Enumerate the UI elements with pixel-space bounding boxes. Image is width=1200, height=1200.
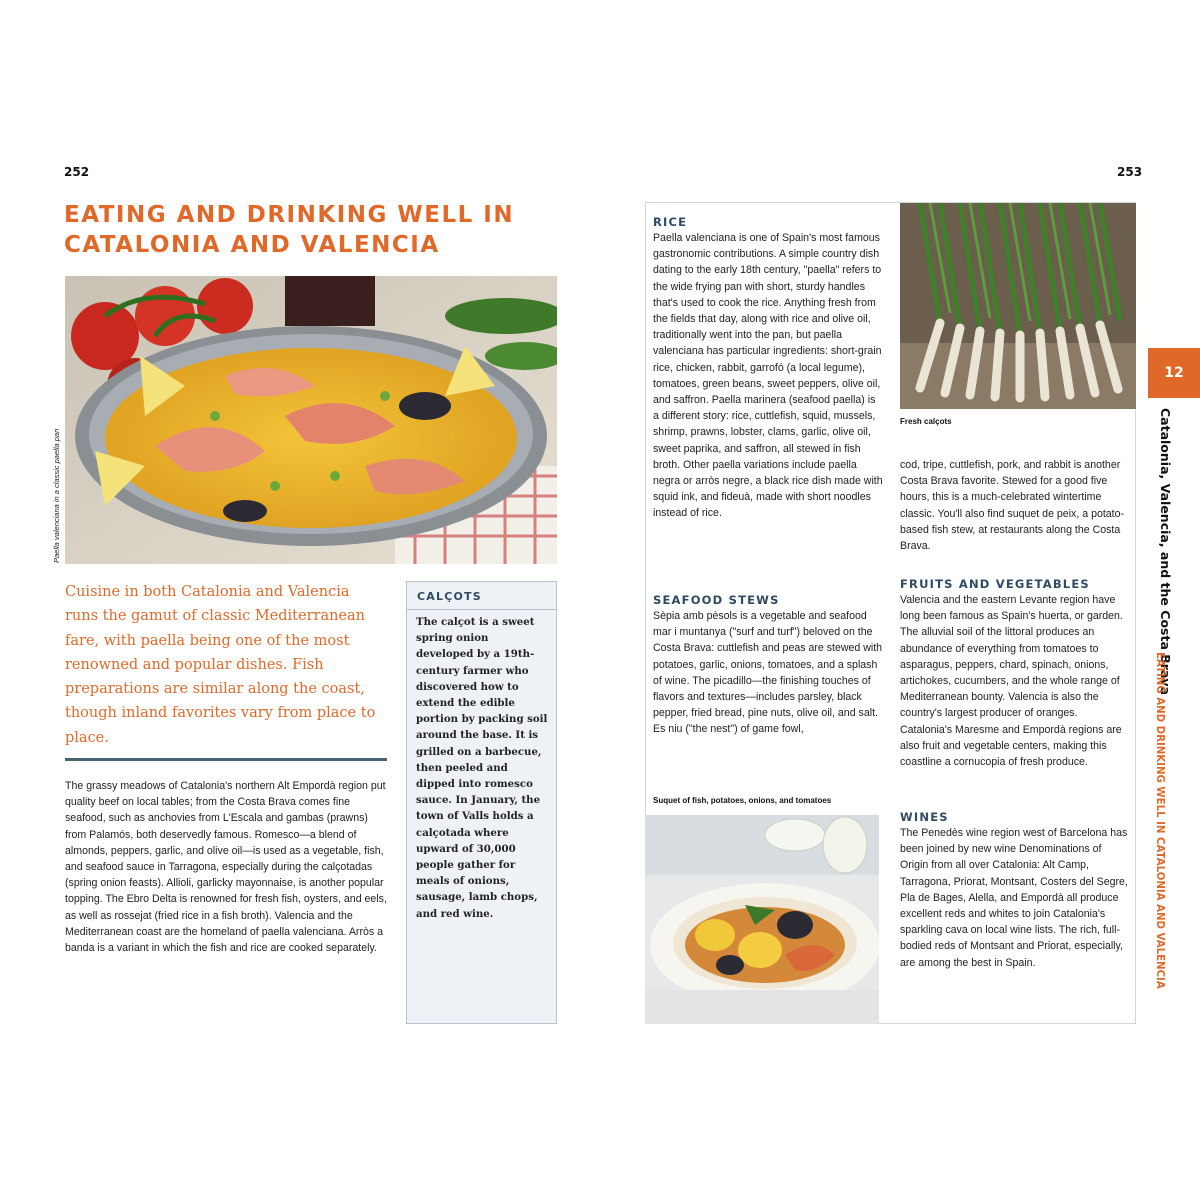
rice-text: Paella valenciana is one of Spain's most famous gastronomic contributions. A simple country dish dating to the early 18th century, "paella" refers to the wide frying pan with short, sturdy handles that's used to cook the rice. Anything fresh from the fields that day, along with rice and olive oil, traditionally went into the pan, but paella valenciana has particular ingredients: short-grain rice, chicken, rabbit, garrofó (a local legume), tomatoes, green beans, sweet peppers, olive oil, and saffron. Paella marinera (seafood paella) is a different story: rice, cuttlefish, squid, mussels, shrimp, prawns, lobster, clams, garlic, olive oil, sweet paprika, and saffron, all stewed in fish broth. Other paella variations include paella negra or arròs negre, a black rice dish made with squid ink, and fideuà, made with short noodles instead of rice. <box>653 232 883 520</box>
paella-photo <box>65 276 557 564</box>
page-title <box>64 200 544 260</box>
page-title-line1: EATING AND DRINKING WELL IN <box>64 202 515 228</box>
fruits-heading: FRUITS AND VEGETABLES <box>900 577 1090 591</box>
chapter-tab: 12 <box>1148 348 1200 398</box>
rice-section <box>653 215 883 522</box>
calcots-sidebar-text: The calçot is a sweet spring onion developed by a 19th-century farmer who discovered how to extend the edible portion by packing soil around the base. It is grilled on a barbecue, then peeled and dipped into romesco sauce. In January, the town of Valls holds a calçotada where upward of 30,000 people gather for meals of onions, sausage, lamb chops, and red wine. <box>416 616 548 920</box>
calcots-sidebar <box>406 581 557 1024</box>
fruits-section <box>900 577 1130 770</box>
left-body-text: The grassy meadows of Catalonia's northern Alt Empordà region put quality beef on local tables; from the Costa Brava comes fine seafood, such as anchovies from L'Escala and gambas (prawns) from Palamós, both deservedly famous. Romesco—a blend of almonds, peppers, garlic, and olive oil—is used as a vegetable, fish, and seafood sauce in Tarragona, especially during the calçotadas (spring onion feasts). Allioli, garlicky mayonnaise, is another popular topping. The Ebro Delta is renowned for fresh fish, oysters, and eels, as well as rossejat (fried rice in a fish broth). Valencia and the Mediterranean coast are the homeland of paella valenciana. Arròs a banda is a variant in which the fish and rice are cooked separately. <box>65 780 387 955</box>
left-page-number: 252 <box>64 165 90 179</box>
suquet-photo <box>645 815 879 1024</box>
lead-divider <box>65 758 387 761</box>
page-title-line2: CATALONIA AND VALENCIA <box>64 232 440 258</box>
side-section-title: EATING AND DRINKING WELL IN CATALONIA AND VALENCIA <box>1154 652 1165 989</box>
seafood-text: Sèpia amb pèsols is a vegetable and seafood mar i muntanya ("surf and turf") beloved on the Costa Brava: cuttlefish and peas are stewed with potatoes, garlic, onions, tomatoes, and a splash of wine. The picadillo—the finishing touches of flavors and textures—includes parsley, black pepper, fried bread, pine nuts, olive oil, and salt. Es niu ("the nest") of game fowl, <box>653 610 883 736</box>
rice-heading: RICE <box>653 215 688 229</box>
side-chapter-title: Catalonia, Valencia, and the Costa Brava <box>1158 408 1173 695</box>
wines-section <box>900 810 1130 971</box>
seafood-heading: SEAFOOD STEWS <box>653 593 780 607</box>
lead-paragraph: Cuisine in both Catalonia and Valencia runs the gamut of classic Mediterranean fare, with paella being one of the most renowned and popular dishes. Fish preparations are similar along the coast, though inland favorites vary from place to place. <box>65 584 376 746</box>
calcots-sidebar-heading: CALÇOTS <box>407 582 556 610</box>
seafood-section <box>653 593 883 738</box>
calcots-photo <box>900 203 1136 409</box>
paella-photo-caption: Paella valenciana in a classic paella pan <box>52 428 61 563</box>
wines-text: The Penedès wine region west of Barcelona has been joined by new wine Denominations of Origin from all over Catalonia: Alt Camp, Tarragona, Priorat, Montsant, Costers del Segre, Pla de Bages, Alella, and Empordà all produce excellent reds and whites to join Catalonia's sparkling cava on local wine lists. The rich, full-bodied reds of Montsant and Priorat, especially, are among the best in Spain. <box>900 827 1128 969</box>
suquet-photo-caption: Suquet of fish, potatoes, onions, and tomatoes <box>653 796 832 805</box>
seafood-continued-text: cod, tripe, cuttlefish, pork, and rabbit is another Costa Brava favorite. Stewed for a good five hours, this is a much-celebrated wintertime classic. You'll also find suquet de peix, a potato-based fish stew, at restaurants along the Costa Brava. <box>900 459 1125 553</box>
calcots-photo-caption: Fresh calçots <box>900 417 952 426</box>
wines-heading: WINES <box>900 810 949 824</box>
fruits-text: Valencia and the eastern Levante region have long been famous as Spain's huerta, or garden. The alluvial soil of the littoral produces an abundance of everything from tomatoes to asparagus, peppers, chard, spinach, onions, artichokes, cucumbers, and the whole range of Mediterranean bounty. Valencia is also the country's largest producer of oranges. Catalonia's Maresme and Empordà regions are also fruit and vegetable centers, making this coastline a cornucopia of fresh produce. <box>900 594 1123 769</box>
right-page-number: 253 <box>1117 165 1143 179</box>
